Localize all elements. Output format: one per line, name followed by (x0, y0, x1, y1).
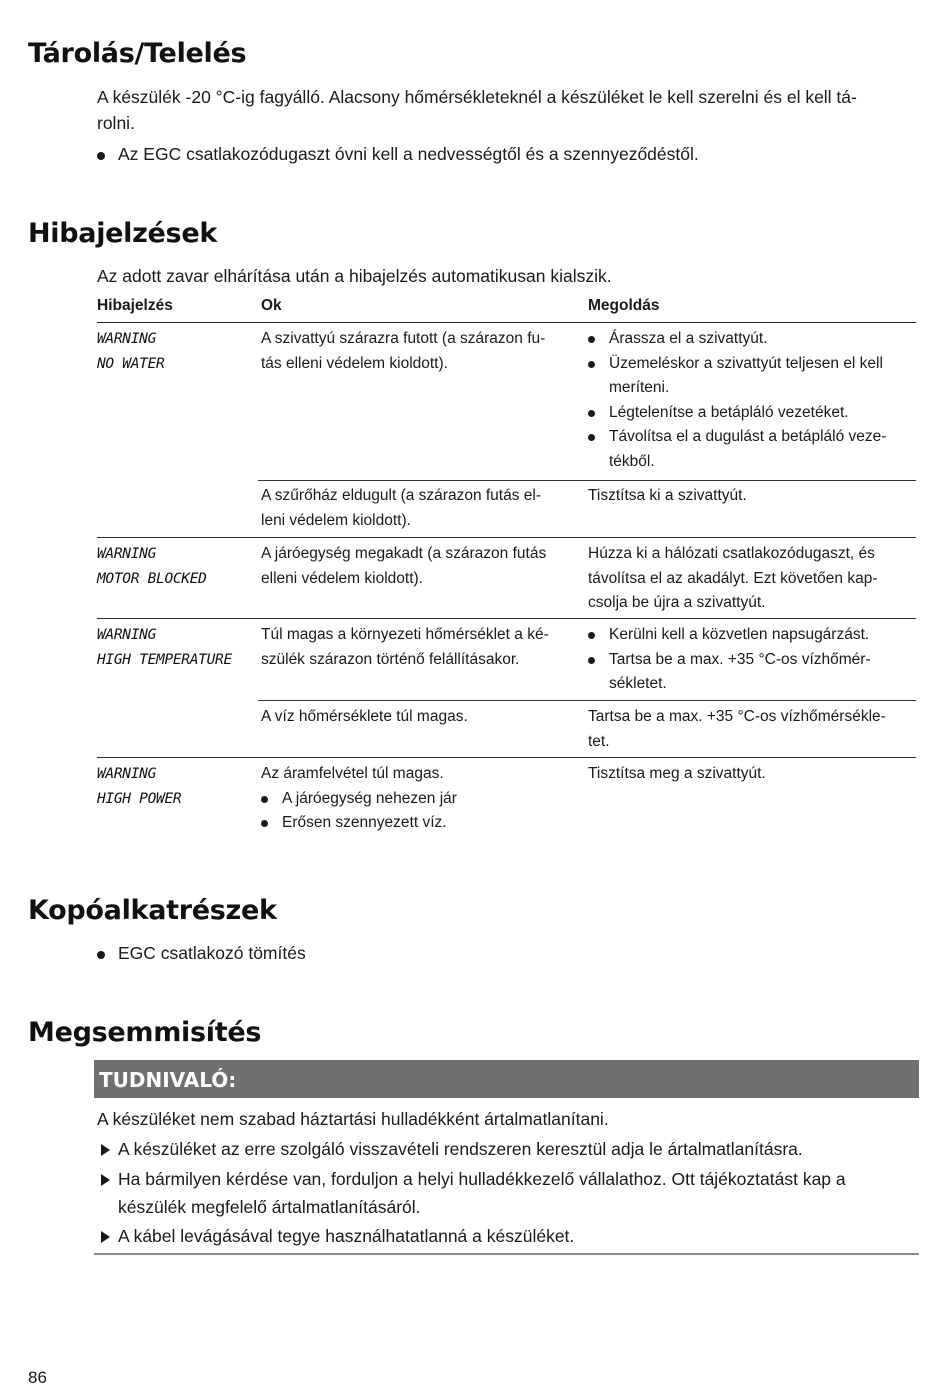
disposal-step (97, 1165, 912, 1221)
cause-line-1: A szűrőház eldugult (a szárazon futás el- (261, 487, 542, 504)
spare-parts-bullet-text: EGC csatlakozó tömítés (118, 943, 306, 963)
cause-line-2: elleni védelem kioldott). (261, 569, 423, 587)
bullet-icon (588, 434, 595, 441)
cause-ambient-temperature (261, 623, 581, 672)
disposal-heading: Megsemmisítés (28, 1017, 262, 1048)
signal-line-2: HIGH POWER (97, 791, 182, 807)
signal-line-1: WARNING (97, 546, 157, 562)
row-divider (97, 757, 916, 758)
bullet-icon (261, 820, 268, 827)
cause-bullet (261, 811, 581, 836)
cause-line-1: A szivattyú szárazra futott (a szárazon fu- (261, 330, 546, 347)
cause-bullet-text: A járóegység nehezen jár (282, 789, 457, 807)
disposal-step-line: Ha bármilyen kérdése van, forduljon a helyi hulladékkezelő vállalathoz. Ott tájékoztatást kap a (118, 1169, 846, 1189)
header-solution: Megoldás (588, 297, 660, 314)
storage-text-line-2: rolni. (97, 113, 135, 133)
signal-line-2: MOTOR BLOCKED (97, 571, 207, 587)
signal-line-1: WARNING (97, 766, 157, 782)
row-divider (97, 618, 916, 619)
signal-no-water (97, 327, 164, 377)
header-divider (97, 322, 916, 323)
cause-line-1: A járóegység megakadt (a szárazon futás (261, 545, 547, 562)
signal-line-2: HIGH TEMPERATURE (97, 652, 232, 668)
solution-bullet-text: Tartsa be a max. +35 °C-os vízhőmér- (609, 650, 871, 668)
signal-line-1: WARNING (97, 627, 157, 643)
disposal-step-text (97, 1165, 912, 1221)
solution-bullet-text: Légtelenítse a betápláló vezetéket. (609, 403, 849, 421)
solution-line: Tartsa be a max. +35 °C-os vízhőmérsékle- (588, 708, 886, 725)
cause-line-1: Az áramfelvétel túl magas. (261, 765, 444, 782)
bullet-icon (588, 361, 595, 368)
storage-bullet-text: Az EGC csatlakozódugaszt óvni kell a nedvességtől és a szennyeződéstől. (118, 144, 699, 164)
solution-bullet (588, 327, 916, 352)
solution-bullet-text: Távolítsa el a dugulást a betápláló veze- (609, 428, 887, 445)
cause-line-1: A víz hőmérséklete túl magas. (261, 708, 468, 725)
cause-motor-blocked (261, 542, 581, 591)
cause-water-temperature (261, 705, 581, 730)
storage-text-line-1: A készülék -20 °C-ig fagyálló. Alacsony hőmérsékleteknél a készüléket le kell szerelni és el kell tá- (97, 87, 857, 107)
spare-parts-heading: Kopóalkatrészek (28, 895, 277, 926)
cause-bullet (261, 787, 581, 812)
solution-bullet-text: Üzemeléskor a szivattyút teljesen el kell (609, 354, 883, 372)
solution-bullet-text: Árassza el a szivattyút. (609, 330, 768, 347)
notice-label: TUDNIVALÓ: (94, 1060, 919, 1098)
solution-line: csolja be újra a szivattyút. (588, 594, 766, 611)
solution-dry-run (588, 327, 916, 474)
disposal-step-line: készülék megfelelő ártalmatlanításáról. (118, 1197, 421, 1217)
solution-line: tet. (588, 732, 610, 750)
bullet-icon (97, 152, 105, 160)
signal-line-2: NO WATER (97, 356, 165, 372)
solution-bullet (588, 401, 916, 426)
cause-line-1: Túl magas a környezeti hőmérséklet a ké- (261, 626, 549, 643)
arrow-right-icon (101, 1174, 110, 1186)
solution-bullet-text: meríteni. (609, 379, 670, 396)
solution-bullet (588, 648, 916, 697)
solution-high-power (588, 762, 916, 787)
cause-dry-run (261, 327, 581, 376)
solution-water-temperature (588, 705, 916, 754)
storage-bullet (97, 141, 912, 167)
arrow-right-icon (101, 1231, 110, 1243)
solution-line: távolítsa el az akadályt. Ezt követően kap- (588, 569, 878, 587)
cause-line-2: szülék szárazon történő felállításakor. (261, 650, 520, 668)
solution-line: Tisztítsa ki a szivattyút. (588, 487, 747, 504)
storage-heading: Tárolás/Telelés (28, 38, 247, 69)
solution-bullet-text: Kerülni kell a közvetlen napsugárzást. (609, 626, 870, 643)
signal-high-power (97, 762, 181, 812)
signal-high-temperature (97, 623, 232, 673)
solution-ambient-temperature (588, 623, 916, 697)
bullet-icon (97, 951, 105, 959)
arrow-right-icon (101, 1144, 110, 1156)
cause-line-2: tás elleni védelem kioldott). (261, 354, 448, 372)
bullet-icon (261, 796, 268, 803)
cause-line-2: leni védelem kioldott). (261, 511, 411, 529)
row-divider (258, 480, 916, 481)
header-signal: Hibajelzés (97, 297, 173, 314)
bullet-icon (588, 410, 595, 417)
errors-intro: Az adott zavar elhárítása után a hibajelzés automatikusan kialszik. (97, 266, 612, 286)
section-end-divider (94, 1253, 919, 1255)
solution-bullet-text: sékletet. (609, 675, 667, 692)
signal-motor-blocked (97, 542, 207, 592)
page-number: 86 (28, 1368, 47, 1387)
row-divider (258, 700, 916, 701)
cause-high-power (261, 762, 581, 836)
disposal-step (97, 1135, 912, 1163)
solution-bullet (588, 352, 916, 401)
solution-bullet (588, 425, 916, 474)
signal-line-1: WARNING (97, 331, 157, 347)
header-cause: Ok (261, 297, 282, 314)
cause-bullet-text: Erősen szennyezett víz. (282, 814, 447, 831)
errors-heading: Hibajelzések (28, 218, 217, 249)
storage-text (97, 84, 912, 136)
solution-line: Tisztítsa meg a szivattyút. (588, 765, 766, 782)
disposal-text: A készüléket nem szabad háztartási hulladékként ártalmatlanítani. (97, 1109, 609, 1129)
row-divider (97, 537, 916, 538)
solution-bullet-text: tékből. (609, 452, 655, 470)
solution-line: Húzza ki a hálózati csatlakozódugaszt, és (588, 545, 875, 562)
solution-bullet (588, 623, 916, 648)
bullet-icon (588, 336, 595, 343)
bullet-icon (588, 657, 595, 664)
cause-filter-blocked (261, 484, 581, 533)
solution-filter-blocked (588, 484, 916, 509)
bullet-icon (588, 632, 595, 639)
solution-motor-blocked (588, 542, 916, 616)
disposal-step (97, 1222, 912, 1250)
disposal-step-text: A készüléket az erre szolgáló visszavételi rendszeren keresztül adja le ártalmatlanításra. (118, 1139, 803, 1159)
disposal-step-text: A kábel levágásával tegye használhatatlanná a készüléket. (118, 1226, 575, 1246)
spare-parts-bullet (97, 940, 912, 966)
